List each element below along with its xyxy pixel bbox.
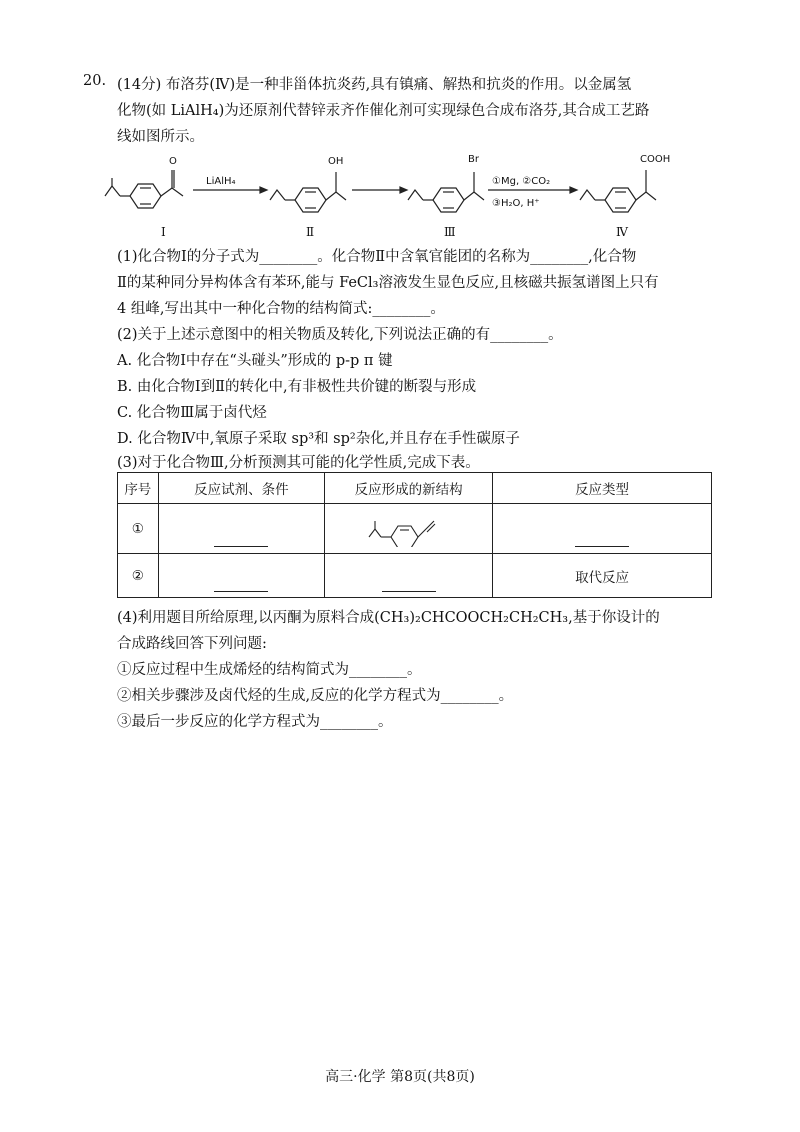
compound-II-structure <box>270 172 346 212</box>
label-OH: OH <box>328 156 344 167</box>
part2-option-c: C. 化合物Ⅲ属于卤代烃 <box>117 405 267 421</box>
part1-line-2: Ⅱ的某种同分异构体含有苯环,能与 FeCl₃溶液发生显色反应,且核磁共振氢谱图上只有 <box>117 275 659 291</box>
part4-q3: ③最后一步反应的化学方程式为________。 <box>117 714 393 730</box>
label-III: Ⅲ <box>444 225 456 239</box>
label-I: Ⅰ <box>161 225 166 239</box>
table-header-row <box>118 473 712 504</box>
label-COOH: COOH <box>640 154 671 165</box>
part1-line-3: 4 组峰,写出其中一种化合物的结构简式:________。 <box>117 301 445 317</box>
reagent-step1: LiAlH₄ <box>206 176 236 187</box>
question-number: 20. <box>83 73 107 89</box>
row-number: ② <box>118 554 159 598</box>
part4-line-2: 合成路线回答下列问题: <box>117 636 267 652</box>
intro-line-2: 化物(如 LiAlH₄)为还原剂代替锌汞齐作催化剂可实现绿色合成布洛芬,其合成工艺路 <box>117 103 650 119</box>
styrene-derivative-structure <box>364 507 454 547</box>
part2-option-d: D. 化合物Ⅳ中,氧原子采取 sp³和 sp²杂化,并且存在手性碳原子 <box>117 431 520 447</box>
table-header-cell: 反应试剂、条件 <box>158 473 325 504</box>
page-footer: 高三·化学 第8页(共8页) <box>325 1069 475 1085</box>
table-header-cell: 序号 <box>118 473 159 504</box>
row-number: ① <box>118 504 159 554</box>
part1-line-1: (1)化合物Ⅰ的分子式为________。化合物Ⅱ中含氧官能团的名称为________,化合物 <box>117 249 637 265</box>
answer-blank[interactable] <box>493 504 712 554</box>
answer-blank[interactable] <box>325 554 493 598</box>
synthesis-scheme <box>100 148 720 240</box>
reagent-step3-top: ①Mg, ②CO₂ <box>492 176 551 187</box>
compound-I-structure <box>105 170 183 208</box>
part3-stem: (3)对于化合物Ⅲ,分析预测其可能的化学性质,完成下表。 <box>117 455 480 471</box>
table-header-cell: 反应类型 <box>493 473 712 504</box>
answer-blank[interactable] <box>158 554 325 598</box>
part4-q2: ②相关步骤涉及卤代烃的生成,反应的化学方程式为________。 <box>117 688 514 704</box>
answer-table <box>117 472 712 598</box>
compound-IV-structure <box>580 170 656 212</box>
label-IV: Ⅳ <box>616 225 628 239</box>
label-II: Ⅱ <box>306 225 315 239</box>
table-header-cell: 反应形成的新结构 <box>325 473 493 504</box>
part2-option-b: B. 由化合物Ⅰ到Ⅱ的转化中,有非极性共价键的断裂与形成 <box>117 379 477 395</box>
table-row <box>118 504 712 554</box>
reagent-step3-bottom: ③H₂O, H⁺ <box>492 198 540 209</box>
intro-line-1: (14分) 布洛芬(Ⅳ)是一种非甾体抗炎药,具有镇痛、解热和抗炎的作用。以金属氢 <box>117 77 632 93</box>
label-O: O <box>169 156 177 167</box>
part4-line-1: (4)利用题目所给原理,以丙酮为原料合成(CH₃)₂CHCOOCH₂CH₂CH₃,基于你设计的 <box>117 610 660 626</box>
intro-line-3: 线如图所示。 <box>117 129 204 145</box>
table-row <box>118 554 712 598</box>
part4-q1: ①反应过程中生成烯烃的结构简式为________。 <box>117 662 422 678</box>
label-Br: Br <box>468 154 479 165</box>
part2-stem: (2)关于上述示意图中的相关物质及转化,下列说法正确的有________。 <box>117 327 563 343</box>
answer-blank[interactable] <box>158 504 325 554</box>
part2-option-a: A. 化合物Ⅰ中存在“头碰头”形成的 p-p π 键 <box>117 353 393 369</box>
compound-III-structure <box>408 172 484 212</box>
reaction-type: 取代反应 <box>493 554 712 598</box>
structure-cell <box>325 504 493 554</box>
